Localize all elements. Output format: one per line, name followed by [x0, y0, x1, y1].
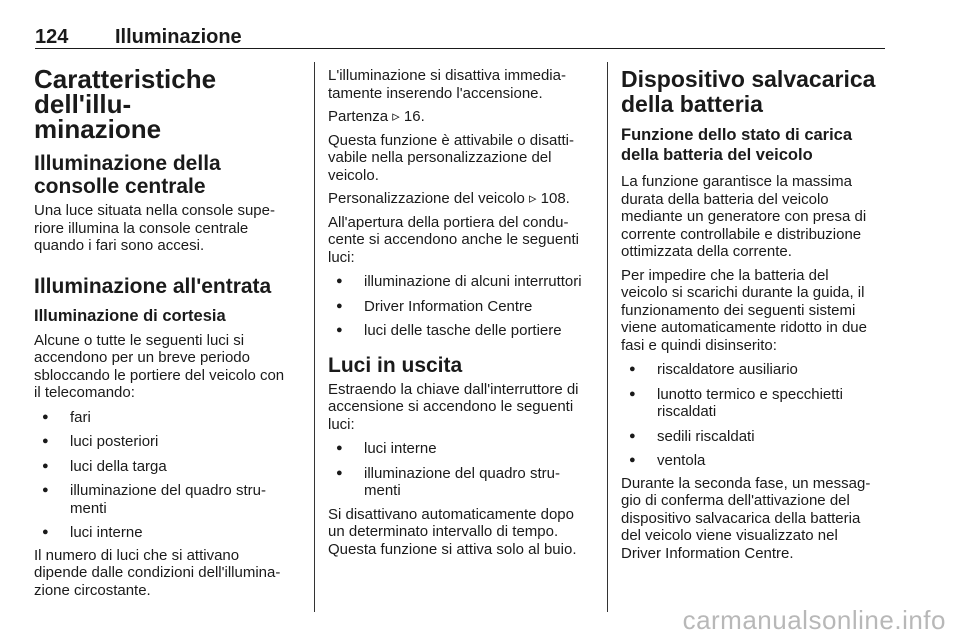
paragraph: Questa funzione è attivabile o disatti- vabile nella personalizzazione del veicolo. — [328, 131, 574, 184]
list-item: ● illuminazione del quadro stru- menti — [34, 482, 304, 517]
list-item: ● sedili riscaldati — [621, 428, 891, 446]
list-item: ● luci posteriori — [34, 433, 304, 451]
list-item: ● luci interne — [328, 440, 594, 458]
paragraph: Una luce situata nella console supe- riore illumina la console centrale quando i fari sono accesi. — [34, 202, 275, 254]
list-item: ● luci interne — [34, 524, 304, 542]
section-heading-battery-saver: Dispositivo salvacarica della batteria — [621, 66, 876, 117]
cross-reference: Partenza ▹ 16. — [328, 108, 425, 125]
bullet-list — [34, 409, 304, 542]
chapter-title: Caratteristiche dell'illu- minazione — [34, 64, 217, 144]
bullet-list — [328, 273, 594, 340]
paragraph: Il numero di luci che si attivano dipende dalle condizioni dell'illumina- zione circostante. — [34, 546, 281, 599]
watermark-text: carmanualsonline.info — [682, 605, 946, 635]
list-item: ● fari — [34, 409, 304, 427]
list-item: ● ventola — [621, 452, 891, 470]
list-item: ● Driver Information Centre — [328, 298, 594, 316]
list-item: ● illuminazione di alcuni interruttori — [328, 273, 594, 291]
paragraph: L'illuminazione si disattiva immedia- tamente inserendo l'accensione. — [328, 67, 566, 102]
column-1 — [34, 64, 304, 599]
paragraph: Si disattivano automaticamente dopo un determinato intervallo di tempo. Questa funzione si attiva solo al buio. — [328, 505, 577, 558]
paragraph: All'apertura della portiera del condu- cente si accendono anche le seguenti luci: — [328, 213, 580, 266]
list-item: ● luci della targa — [34, 458, 304, 476]
bullet-list — [621, 361, 891, 470]
cross-reference: Personalizzazione del veicolo ▹ 108. — [328, 190, 570, 207]
list-item: ● riscaldatore ausiliario — [621, 361, 891, 379]
bullet-list — [328, 440, 594, 500]
paragraph: Per impedire che la batteria del veicolo si scarichi durante la guida, il funzionamento dei seguenti sistemi viene automaticamente ridotto in due fasi e quindi disinserito: — [621, 266, 867, 354]
list-item: ● illuminazione del quadro stru- menti — [328, 465, 594, 500]
section-title: Illuminazione — [115, 26, 242, 48]
column-divider-2 — [607, 62, 608, 612]
column-2 — [328, 67, 594, 558]
paragraph: La funzione garantisce la massima durata della batteria del veicolo mediante un generatore con presa di corrente controllabile e distribuzione ottimizzata della corrente. — [621, 173, 867, 260]
subsection-heading-courtesy-lighting: Illuminazione di cortesia — [34, 306, 226, 325]
list-item: ● lunotto termico e specchietti riscaldati — [621, 386, 891, 421]
paragraph: Estraendo la chiave dall'interruttore di accensione si accendono le seguenti luci: — [328, 380, 579, 433]
section-heading-exit-lighting: Luci in uscita — [328, 353, 463, 377]
paragraph: Alcune o tutte le seguenti luci si accendono per un breve periodo sbloccando le portiere del veicolo con il telecomando: — [34, 331, 285, 401]
page-number: 124 — [35, 26, 69, 48]
list-item: ● luci delle tasche delle portiere — [328, 322, 594, 340]
section-heading-entry-lighting: Illuminazione all'entrata — [34, 274, 272, 298]
subsection-heading-battery-charge: Funzione dello stato di carica della batteria del veicolo — [621, 126, 853, 164]
page-header — [35, 24, 885, 49]
section-heading-console-lighting: Illuminazione della consolle centrale — [34, 152, 221, 198]
paragraph: Durante la seconda fase, un messag- gio di conferma dell'attivazione del dispositivo salvacarica della batteria del veicolo viene visualizzato nel Driver Information Centre. — [621, 474, 871, 562]
column-divider-1 — [314, 62, 315, 612]
column-3 — [621, 67, 891, 562]
